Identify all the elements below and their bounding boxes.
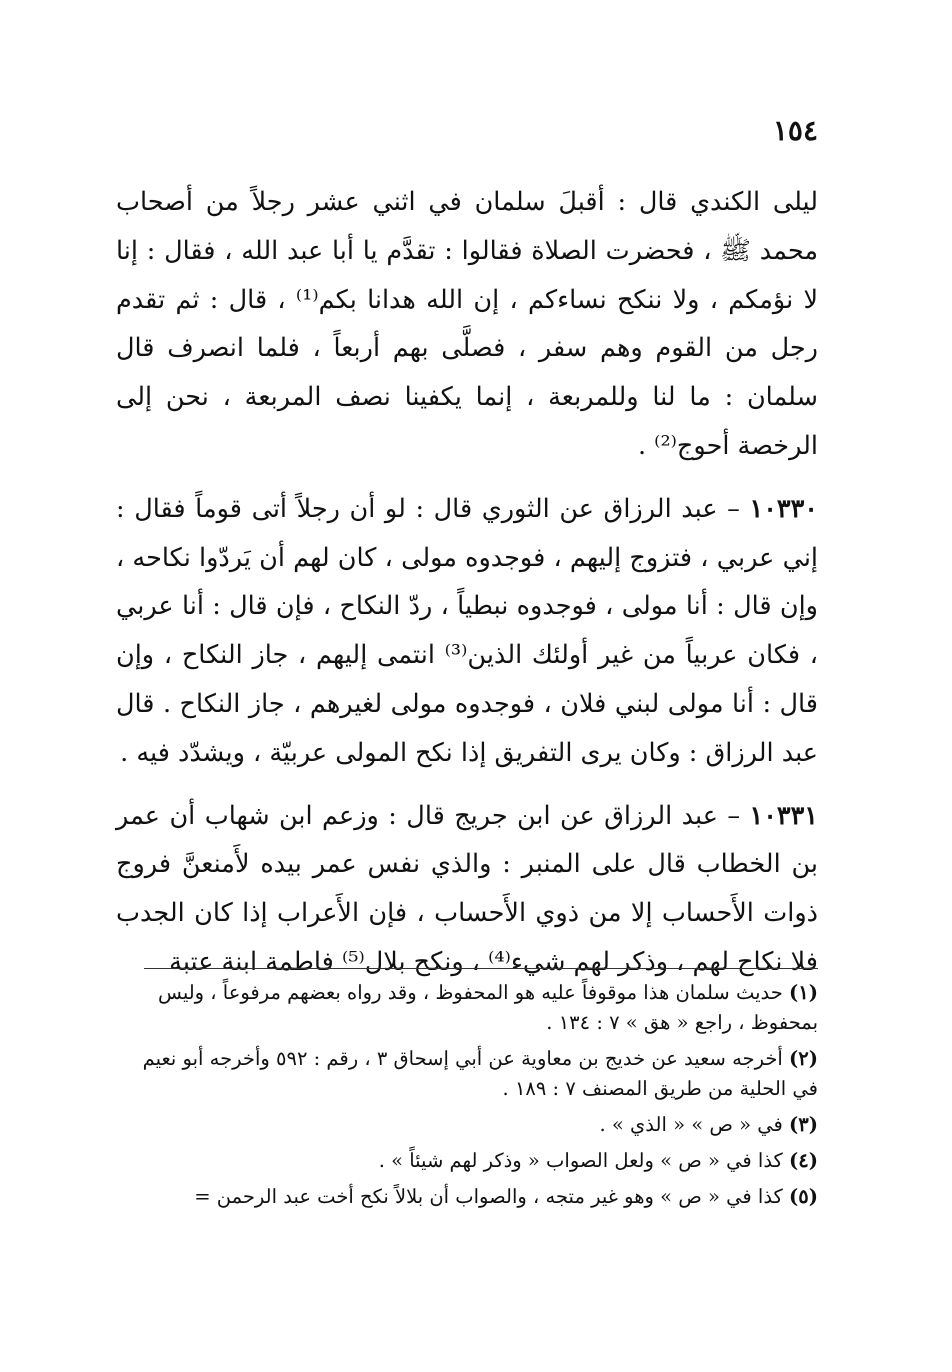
page-number: ١٥٤ [772, 114, 818, 147]
footnote-text: كذا في « ص » ولعل الصواب « وذكر لهم شيئاً » . [378, 1149, 783, 1172]
footnote-marker: (٤) [789, 1149, 818, 1172]
footnote-divider [144, 968, 818, 969]
paragraph-text: ليلى الكندي قال : أقبلَ سلمان في اثني عشر رجلاً من أصحاب محمد ﷺ ، فحضرت الصلاة فقالوا : تقدَّم يا أبا عبد الله ، فقال : إنا لا نؤمكم ، ولا ننكح نساءكم ، إن الله هدانا بكم⁽¹⁾ ، قال : ثم تقدم رجل من القوم وهم سفر ، فصلَّى بهم أربعاً ، فلما انصرف قال سلمان : ما لنا وللمربعة ، إنما يكفينا نصف المربعة ، نحن إلى الرخصة أحوج⁽²⁾ . [116, 187, 818, 461]
footnote-marker: (٥) [789, 1185, 818, 1208]
paragraph-text: – عبد الرزاق عن الثوري قال : لو أن رجلاً أتى قوماً فقال : إني عربي ، فتزوج إليهم ، فوجدوه مولى ، كان لهم أن يَردّوا نكاحه ، وإن قال : أنا مولى ، فوجدوه نبطياً ، ردّ النكاح ، فإن قال : أنا عربي ، فكان عربياً من غير أولئك الذين⁽³⁾ انتمى إليهم ، جاز النكاح ، وإن قال : أنا مولى لبني فلان ، فوجدوه مولى لغيرهم ، جاز النكاح . قال عبد الرزاق : وكان يرى التفريق إذا نكح المولى عربيّة ، ويشدّد فيه . [116, 493, 818, 768]
paragraph-hadith-10330 [116, 485, 818, 778]
footnotes [116, 978, 818, 1218]
footnote-marker: (١) [789, 981, 818, 1004]
footnote-marker: (٣) [789, 1113, 818, 1136]
paragraph-continuation [116, 178, 818, 471]
footnote-marker: (٢) [789, 1047, 818, 1070]
footnote-5 [116, 1182, 818, 1212]
footnote-text: حديث سلمان هذا موقوفاً عليه هو المحفوظ ، وقد رواه بعضهم مرفوعاً ، وليس بمحفوظ ، راجع « هق » ٧ : ١٣٤ . [157, 981, 818, 1034]
hadith-number: ١٠٣٣٠ [749, 493, 818, 524]
paragraph-hadith-10331 [116, 792, 818, 987]
footnote-3 [116, 1110, 818, 1140]
paragraph-text: – عبد الرزاق عن ابن جريج قال : وزعم ابن شهاب أن عمر بن الخطاب قال على المنبر : والذي نفس عمر بيده لأَمنعنَّ فروج ذوات الأَحساب إلا من ذوي الأَحساب ، فإن الأَعراب إذا كان الجدب فلا نكاح لهم ، وذكر لهم شيء⁽⁴⁾ ، ونكح بلال⁽⁵⁾ فاطمة ابنة عتبة [116, 800, 818, 977]
hadith-number: ١٠٣٣١ [749, 800, 818, 831]
footnote-text: في « ص » « الذي » . [599, 1113, 783, 1136]
footnote-2 [116, 1044, 818, 1104]
footnote-text: كذا في « ص » وهو غير متجه ، والصواب أن بلالاً نكح أخت عبد الرحمن = [194, 1185, 783, 1208]
footnote-4 [116, 1146, 818, 1176]
footnote-1 [116, 978, 818, 1038]
footnote-text: أخرجه سعيد عن خديج بن معاوية عن أبي إسحاق ٣ ، رقم : ٥٩٢ وأخرجه أبو نعيم في الحلية من طريق المصنف ٧ : ١٨٩ . [142, 1047, 818, 1100]
main-text [116, 178, 818, 987]
